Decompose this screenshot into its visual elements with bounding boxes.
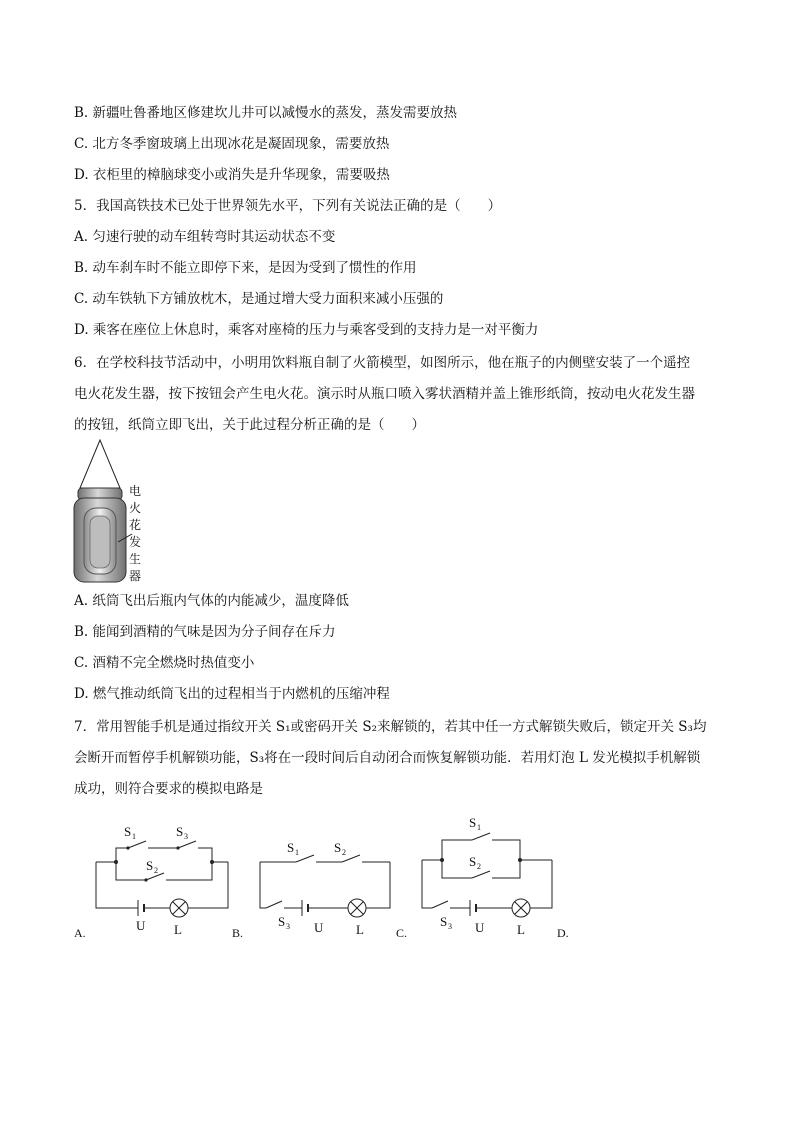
svg-text:2: 2 xyxy=(154,866,158,875)
switch-s3-label: S xyxy=(440,914,448,929)
option-label-b: B. xyxy=(232,926,244,940)
label-char: 器 xyxy=(129,569,142,583)
q6-stem-line-1: 6．在学校科技节活动中，小明用饮料瓶自制了火箭模型，如图所示，他在瓶子的内侧壁安装了一个遥控 xyxy=(74,355,691,371)
svg-text:3: 3 xyxy=(184,832,188,841)
switch-s2-label: S xyxy=(334,840,342,855)
q4-option-b: B. 新疆吐鲁番地区修建坎儿井可以减慢水的蒸发，蒸发需要放热 xyxy=(74,105,458,121)
q7-stem-line-2: 会断开而暂停手机解锁功能，S₃将在一段时间后自动闭合而恢复解锁功能．若用灯泡 L 发光模拟手机解锁 xyxy=(74,750,701,766)
label-char: 电 xyxy=(129,484,142,498)
lamp-l-label: L xyxy=(517,922,525,937)
paper-cone xyxy=(80,440,120,488)
lamp-l-label: L xyxy=(174,922,182,937)
spark-generator-label xyxy=(129,483,141,583)
q6-option-c: C. 酒精不完全燃烧时热值变小 xyxy=(74,655,255,671)
circuit-a xyxy=(96,841,228,917)
switch-s3-label: S xyxy=(278,914,286,929)
q7-stem-line-1: 7．常用智能手机是通过指纹开关 S₁或密码开关 S₂来解锁的，若其中任一方式解锁失败后，锁定开关 S₃均 xyxy=(74,719,707,735)
svg-text:1: 1 xyxy=(132,832,136,841)
rocket-bottle-figure xyxy=(66,438,156,586)
q4-option-c: C. 北方冬季窗玻璃上出现冰花是凝固现象，需要放热 xyxy=(74,136,390,152)
svg-text:2: 2 xyxy=(477,862,481,871)
q4-option-d: D. 衣柜里的樟脑球变小或消失是升华现象，需要吸热 xyxy=(74,167,390,183)
label-char: 发 xyxy=(129,535,142,549)
switch-s1-label: S xyxy=(469,815,477,830)
lamp-l-label: L xyxy=(356,922,364,937)
circuit-diagrams xyxy=(66,812,586,944)
switch-s1-label: S xyxy=(287,840,295,855)
q6-stem-line-3: 的按钮，纸筒立即飞出，关于此过程分析正确的是（ ） xyxy=(74,417,425,433)
option-label-d: D. xyxy=(557,926,569,940)
q5-option-d: D. 乘客在座位上休息时，乘客对座椅的压力与乘客受到的支持力是一对平衡力 xyxy=(74,322,539,338)
q5-stem: 5．我国高铁技术已处于世界领先水平，下列有关说法正确的是（ ） xyxy=(74,198,502,214)
switch-s3-label: S xyxy=(176,824,184,839)
label-char: 花 xyxy=(129,518,142,532)
q5-option-c: C. 动车铁轨下方铺放枕木，是通过增大受力面积来减小压强的 xyxy=(74,291,444,307)
switch-s2-label: S xyxy=(146,858,154,873)
q6-option-d: D. 燃气推动纸筒飞出的过程相当于内燃机的压缩冲程 xyxy=(74,686,390,702)
svg-text:1: 1 xyxy=(477,823,481,832)
option-label-a: A. xyxy=(74,926,86,940)
q6-option-a: A. 纸筒飞出后瓶内气体的内能减少，温度降低 xyxy=(74,593,349,609)
option-label-c: C. xyxy=(396,926,408,940)
q6-stem-line-2: 电火花发生器，按下按钮会产生电火花。演示时从瓶口喷入雾状酒精并盖上锥形纸筒，按动电火花发生器 xyxy=(74,386,695,402)
q6-option-b: B. 能闻到酒精的气味是因为分子间存在斥力 xyxy=(74,624,336,640)
circuit-c xyxy=(422,833,552,917)
switch-s1-label: S xyxy=(124,824,132,839)
svg-text:1: 1 xyxy=(295,848,299,857)
switch-s2-label: S xyxy=(469,854,477,869)
q5-option-b: B. 动车刹车时不能立即停下来，是因为受到了惯性的作用 xyxy=(74,260,417,276)
svg-text:3: 3 xyxy=(286,922,290,931)
svg-text:3: 3 xyxy=(448,922,452,931)
label-char: 生 xyxy=(129,552,142,566)
battery-u-label: U xyxy=(314,920,324,935)
battery-u-label: U xyxy=(136,918,146,933)
label-char: 火 xyxy=(129,501,142,515)
q5-option-a: A. 匀速行驶的动车组转弯时其运动状态不变 xyxy=(74,229,336,245)
circuit-b xyxy=(260,855,390,917)
svg-text:2: 2 xyxy=(342,848,346,857)
battery-u-label: U xyxy=(475,920,485,935)
q7-stem-line-3: 成功，则符合要求的模拟电路是 xyxy=(74,781,263,797)
